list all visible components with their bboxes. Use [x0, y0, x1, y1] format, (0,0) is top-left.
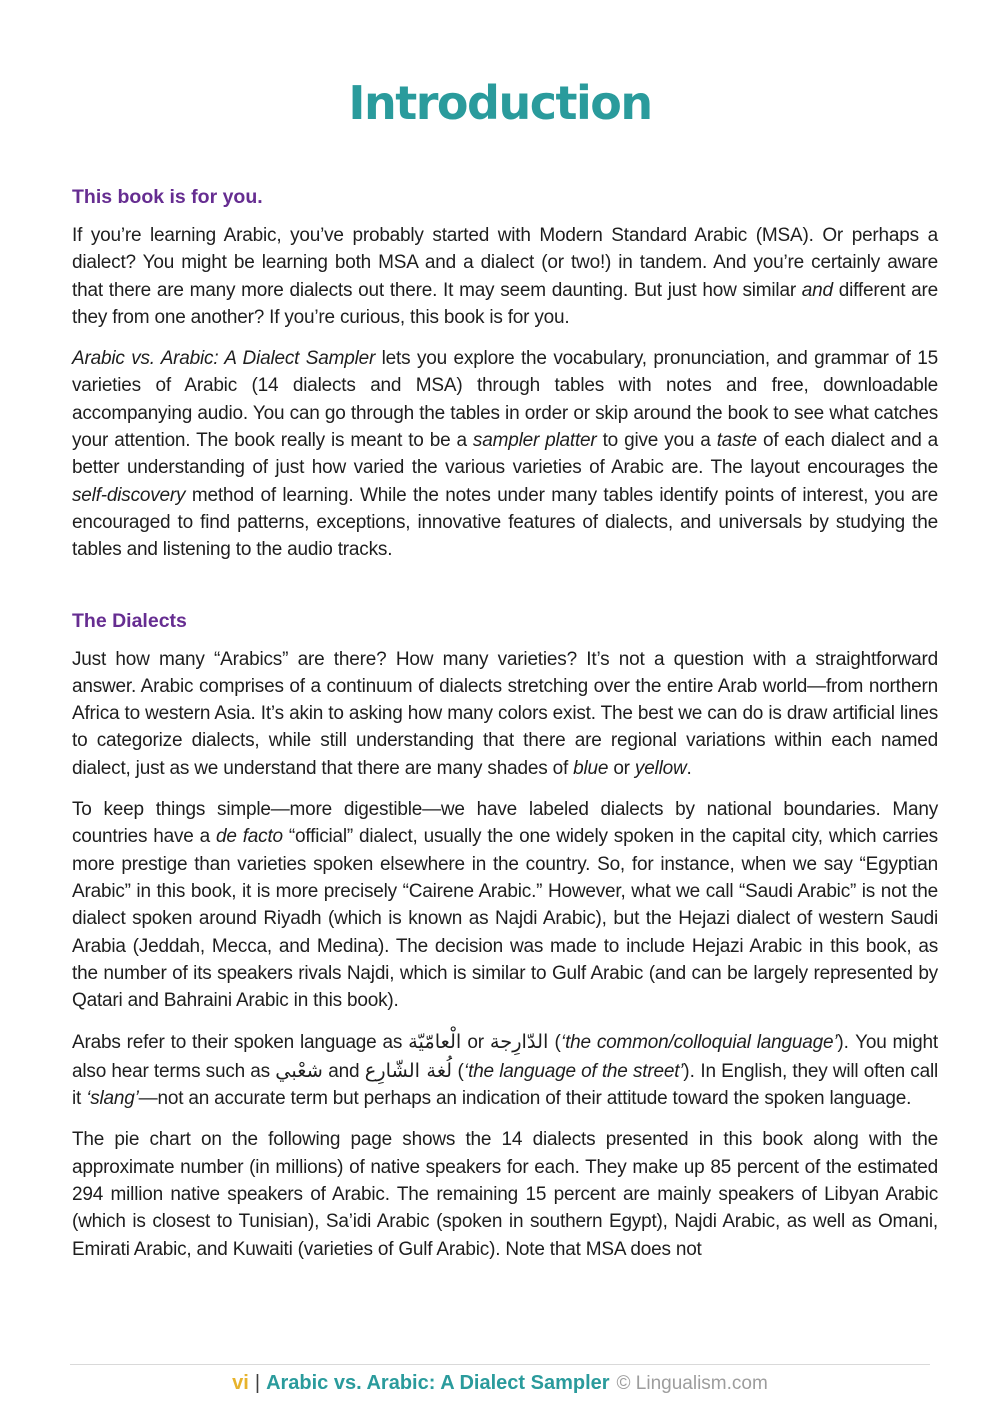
paragraph: The pie chart on the following page shows the 14 dialects presented in this book along with the approximate number (in millions) of native speakers for each. They make up 85 percent of the estimated 294 million native speakers of Arabic. The remaining 15 percent are mainly speakers of Libyan Arabic (which is closest to Tunisian), Sa’idi Arabic (spoken in southern Egypt), Najdi Arabic, as well as Omani, Emirati Arabic, and Kuwaiti (varieties of Gulf Arabic). Note that MSA does not	[72, 1129, 938, 1260]
footer-page-number: vi	[232, 1372, 249, 1394]
page-footer	[70, 1364, 930, 1395]
section-heading: This book is for you.	[72, 186, 263, 208]
footer-copyright: © Lingualism.com	[616, 1373, 768, 1394]
footer-book-title: Arabic vs. Arabic: A Dialect Sampler	[266, 1372, 610, 1394]
paragraph: To keep things simple—more digestible—we have labeled dialects by national boundaries. Many countries have a de facto “official” dialect, usually the one widely spoken in the capital city, which carries more prestige than varieties spoken elsewhere in the country. So, for instance, when we say “Egyptian Arabic” in this book, it is more precisely “Cairene Arabic.” However, what we call “Saudi Arabic” is not the dialect spoken around Riyadh (which is known as Najdi Arabic), but the Hejazi dialect of western Saudi Arabia (Jeddah, Mecca, and Medina). The decision was made to include Hejazi Arabic in this book, as the number of its speakers rivals Najdi, which is similar to Gulf Arabic (and can be largely represented by Qatari and Bahraini Arabic in this book).	[72, 799, 938, 1012]
footer-separator: |	[254, 1372, 261, 1394]
page-title: Introduction	[348, 76, 652, 130]
section-heading: The Dialects	[72, 609, 187, 632]
page-content	[72, 186, 938, 1263]
paragraph: Arabic vs. Arabic: A Dialect Sampler lets you explore the vocabulary, pronunciation, and grammar of 15 varieties of Arabic (14 dialects and MSA) through tables with notes and free, downloadable accompanying audio. You can go through the tables in order or skip around the book to see what catches your attention. The book really is meant to be a sampler platter to give you a taste of each dialect and a better understanding of just how varied the various varieties of Arabic are. The layout encourages the self-discovery method of learning. While the notes under many tables identify points of interest, you are encouraged to find patterns, exceptions, innovative features of dialects, and universals by studying the tables and listening to the audio tracks.	[72, 348, 938, 561]
paragraph: Just how many “Arabics” are there? How many varieties? It’s not a question with a straightforward answer. Arabic comprises of a continuum of dialects stretching over the entire Arab world—from northern Africa to western Asia. It’s akin to asking how many colors exist. The best we can do is draw artificial lines to categorize dialects, while still understanding that there are regional variations within each named dialect, just as we understand that there are many shades of blue or yellow.	[72, 648, 938, 779]
paragraph: If you’re learning Arabic, you’ve probably started with Modern Standard Arabic (MSA). Or perhaps a dialect? You might be learning both MSA and a dialect (or two!) in tandem. And you’re certainly aware that there are many more dialects out there. It may seem daunting. But just how similar and different are they from one another? If you’re curious, this book is for you.	[72, 225, 938, 328]
paragraph: Arabs refer to their spoken language as الْعامّيّة or الدّارِجة (‘the common/colloquial language’). You might also hear terms such as شعْبي and لُغة الشّارِع (‘the language of the street’). In English, they will often call it ‘slang’—not an accurate term but perhaps an indication of their attitude toward the spoken language.	[72, 1030, 938, 1110]
